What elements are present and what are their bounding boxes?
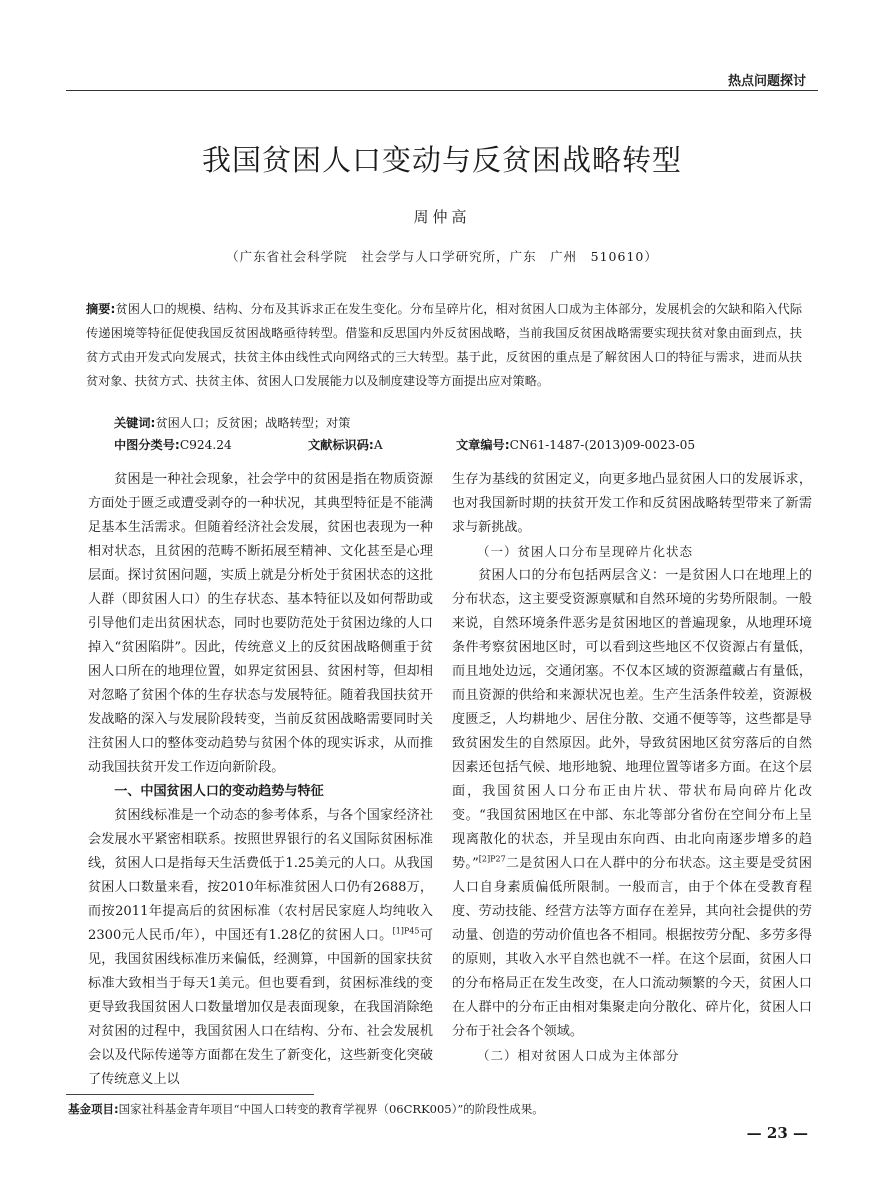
footnote-label: 基金项目: — [68, 1102, 119, 1116]
section-heading: 一、中国贫困人口的变动趋势与特征 — [114, 784, 324, 799]
article-title: 我国贫困人口变动与反贫困战略转型 — [201, 143, 682, 177]
page-number: — 23 — — [746, 1124, 808, 1142]
doc-code-entry — [308, 434, 383, 456]
section-tag: 热点问题探讨 — [727, 74, 806, 89]
footnote-text: 国家社科基金青年项目“中国人口转变的教育学视界（06CRK005）”的阶段性成果。 — [118, 1102, 544, 1116]
keywords-label: 关键词: — [114, 416, 156, 430]
article-author: 周仲高 — [413, 208, 471, 226]
paragraph-text: 二是贫困人口在人群中的分布状态。这主要是受贫困人口自身素质偏低所限制。一般而言，由于个体在受教育程度、劳动技能、经营方法等方面存在差异，其向社会提供的劳动量、创造的劳动价值也各不相同。根据按劳分配、多劳多得的原则，其收入水平自然也就不一样。在这个层面，贫困人口的分布格局正在发生改变，在人口流动频繁的今天，贫困人口在人群中的分布正由相对集聚走向分散化、碎片化，贫困人口分布于社会各个领域。 — [452, 856, 812, 1039]
article-no-label: 文章编号: — [456, 438, 510, 452]
paragraph: 生存为基线的贫困定义，向更多地凸显贫困人口的发展诉求，也对我国新时期的扶贫开发工作和反贫困战略转型带来了新需求与新挑战。 — [452, 472, 812, 535]
paragraph-text: 贫困人口的分布包括两层含义：一是贫困人口在地理上的分布状态，这主要受资源禀赋和自然环境的劣势所限制。一般来说，自然环境条件恶劣是贫困地区的普遍现象，从地理环境条件考察贫困地区时，可以看到这些地区不仅资源占有量低，而且地处边远，交通闭塞。不仅本区域的资源蕴藏占有量低，而且资源的供给和来源状况也差。生产生活条件较差，资源极度匮乏，人均耕地少、居住分散、交通不便等等，这些都是导致贫困发生的自然原因。此外，导致贫困地区贫穷落后的自然因素还包括气候、地形地貌、地理位置等诸多方面。在这个层面，我国贫困人口分布正由片状、带状布局向碎片化改变。“我国贫困地区在中部、东北等部分省份在空间分布上呈现离散化的状态，并呈现由东向西、由北向南逐步增多的趋势。” — [452, 568, 812, 871]
clc-label: 中图分类号: — [114, 438, 180, 452]
paragraph — [452, 564, 812, 1044]
keywords — [114, 412, 350, 434]
header-rule — [66, 90, 818, 91]
clc-entry — [114, 434, 232, 456]
clc-value: C924.24 — [179, 438, 232, 452]
footnote — [68, 1101, 544, 1117]
keywords-text: 贫困人口；反贫困；战略转型；对策 — [155, 416, 351, 430]
article-no-value: CN61-1487-(2013)09-0023-05 — [509, 438, 696, 452]
abstract-label: 摘要: — [86, 302, 116, 316]
paragraph-text: 贫困线标准是一个动态的参考体系，与各个国家经济社会发展水平紧密相联系。按照世界银行的名义国际贫困标准线，贫困人口是指每天生活费低于1.25美元的人口。从我国贫困人口数量来看，按2010年标准贫困人口仍有2688万，而按2011年提高后的贫困标准（农村居民家庭人均纯收入2300元人民币/年），中国还有1.28亿的贫困人口。 — [88, 808, 433, 943]
doc-code-value: A — [373, 438, 383, 452]
article-no-entry — [456, 434, 695, 456]
paragraph: 贫困是一种社会现象，社会学中的贫困是指在物质资源方面处于匮乏或遭受剥夺的一种状况，其典型特征是不能满足基本生活需求。但随着经济社会发展，贫困也表现为一种相对状态，且贫困的范畴不断拓展至精神、文化甚至是心理层面。探讨贫困问题，实质上就是分析处于贫困状态的这批人群（即贫困人口）的生存状态、基本特征以及如何帮助或引导他们走出贫困状态，同时也要防范处于贫困边缘的人口掉入“贫困陷阱”。因此，传统意义上的反贫困战略侧重于贫困人口所在的地理位置，如界定贫困县、贫困村等，但却相对忽略了贫困个体的生存状态与发展特征。随着我国扶贫开发战略的深入与发展阶段转变，当前反贫困战略需要同时关注贫困人口的整体变动趋势与贫困个体的现实诉求，从而推动我国扶贫开发工作迈向新阶段。 — [88, 472, 433, 775]
citation: [1]P45 — [392, 926, 420, 936]
left-column — [88, 468, 433, 1092]
subsection-heading: （二）相对贫困人口成为主体部分 — [477, 1048, 680, 1063]
footnote-rule — [66, 1094, 314, 1095]
abstract-text: 贫困人口的规模、结构、分布及其诉求正在发生变化。分布呈碎片化，相对贫困人口成为主体部分，发展机会的欠缺和陷入代际传递困境等特征促使我国反贫困战略亟待转型。借鉴和反思国内外反贫困战略，当前我国反贫困战略需要实现扶贫对象由面到点，扶贫方式由开发式向发展式，扶贫主体由线性式向网络式的三大转型。基于此，反贫困的重点是了解贫困人口的特征与需求，进而从扶贫对象、扶贫方式、扶贫主体、贫困人口发展能力以及制度建设等方面提出应对策略。 — [86, 302, 803, 388]
abstract — [86, 297, 802, 393]
citation: [2]P27 — [478, 854, 506, 864]
subsection-heading: （一）贫困人口分布呈现碎片化状态 — [477, 544, 694, 559]
right-column — [452, 468, 812, 1068]
paragraph — [88, 804, 433, 1092]
author-affiliation: （广东省社会科学院 社会学与人口学研究所，广东 广州 510610） — [226, 249, 658, 264]
doc-code-label: 文献标识码: — [308, 438, 374, 452]
paragraph-text: 可见，我国贫困线标准历来偏低，经测算，中国新的国家扶贫标准大致相当于每天1美元。但也要看到，贫困标准线的变更导致我国贫困人口数量增加仅是表面现象，在我国消除绝对贫困的过程中，我国贫困人口在结构、分布、社会发展机会以及代际传递等方面都在发生了新变化，这些新变化突破了传统意义上以 — [88, 928, 434, 1087]
